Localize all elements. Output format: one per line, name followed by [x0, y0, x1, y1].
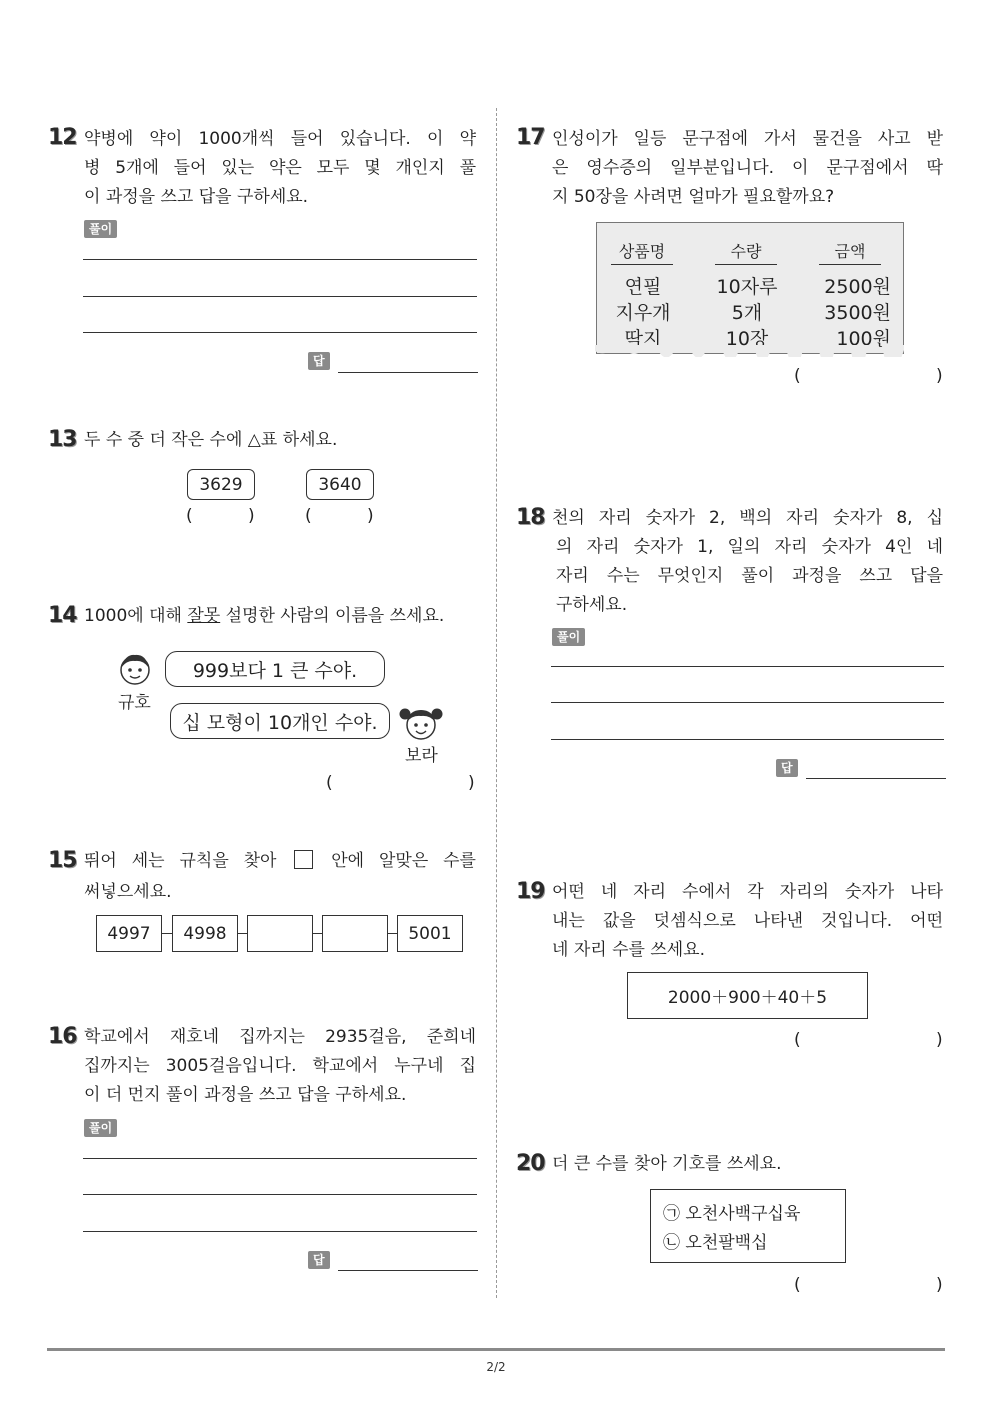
q12-text-line2: 병 5개에 들어 있는 약은 모두 몇 개인지 풀: [84, 158, 476, 178]
q15-sequence-box-3-blank[interactable]: [247, 915, 313, 952]
q20-option2-mark: ㉡: [663, 1233, 680, 1253]
q17-receipt-row1-item: 연필: [624, 276, 662, 298]
column-divider: [496, 108, 497, 1298]
q20-option1-mark: ㉠: [663, 1204, 680, 1224]
q12-answer-line[interactable]: [338, 372, 478, 373]
q14-number: 14: [48, 603, 77, 628]
q16-text: [84, 1023, 476, 1081]
q14-text-before: 1000에 대해: [84, 606, 188, 626]
boy-face-icon: [117, 650, 153, 686]
q15-text-after: 안에 알맞은 수를: [316, 851, 476, 871]
q13-number-a-box: 3629: [187, 469, 255, 500]
q16-answer-label: 답: [308, 1251, 330, 1269]
q17-receipt-row3-price: 100원: [836, 328, 891, 350]
q12-solution-line-2[interactable]: [83, 296, 477, 297]
q19-text-line3: 네 자리 수를 쓰세요.: [552, 940, 705, 960]
q17-text-line1: 인성이가 일등 문구점에 가서 물건을 사고 받: [552, 129, 943, 149]
q17-receipt-row3-qty: 10장: [725, 328, 769, 350]
q17-receipt-header-qty: 수량: [715, 239, 777, 265]
q18-solution-line-2[interactable]: [551, 702, 944, 703]
q17-receipt-row1-qty: 10자루: [716, 276, 778, 298]
q14-speaker1: 규호: [118, 693, 151, 713]
q15-sequence-box-5: 5001: [397, 915, 463, 952]
q17-receipt-row3-item: 딱지: [624, 328, 662, 350]
q18-answer-line[interactable]: [806, 778, 946, 779]
q17-receipt-header-item: 상품명: [611, 239, 673, 265]
q14-speech-bubble-2: 십 모형이 10개인 수야.: [170, 703, 390, 739]
q12-text: [84, 125, 476, 183]
q16-number: 16: [48, 1024, 77, 1049]
q12-text-line3: 이 과정을 쓰고 답을 구하세요.: [84, 187, 309, 207]
q18-text-line3: 자리 수는 무엇인지 풀이 과정을 쓰고 답을: [556, 566, 943, 586]
q15-text-line1: [84, 847, 476, 876]
q12-number: 12: [48, 125, 77, 150]
q13-paren-b-close[interactable]: ): [367, 506, 374, 526]
q19-text-line2: 내는 값을 덧셈식으로 나타낸 것입니다. 어떤: [552, 911, 943, 931]
q18-solution-line-1[interactable]: [551, 666, 944, 667]
q14-text-after: 설명한 사람의 이름을 쓰세요.: [220, 606, 445, 626]
q12-text-line1: 약병에 약이 1000개씩 들어 있습니다. 이 약: [84, 129, 476, 149]
q19-expression-box: 2000＋900＋40＋5: [627, 972, 868, 1019]
q14-speech-bubble-1: 999보다 1 큰 수야.: [165, 651, 385, 687]
page-number: 2/2: [486, 1360, 506, 1374]
q20-option2: [663, 1228, 768, 1253]
q15-sequence-box-4-blank[interactable]: [322, 915, 388, 952]
q17-text: [552, 125, 943, 183]
q20-option1: [663, 1199, 800, 1224]
q16-solution-line-3[interactable]: [83, 1231, 477, 1232]
q16-answer-line[interactable]: [338, 1270, 478, 1271]
q20-text: 더 큰 수를 찾아 기호를 쓰세요.: [552, 1154, 782, 1174]
girl-face-icon: [398, 702, 444, 742]
q20-number: 20: [516, 1151, 545, 1176]
q19-paren-open[interactable]: (: [794, 1030, 801, 1050]
q16-text-line3: 이 더 먼지 풀이 과정을 쓰고 답을 구하세요.: [84, 1085, 407, 1105]
q16-solution-line-1[interactable]: [83, 1158, 477, 1159]
q18-number: 18: [516, 505, 545, 530]
q17-text-line2: 은 영수증의 일부분입니다. 이 문구점에서 딱: [552, 158, 943, 178]
q20-options-box: [650, 1189, 846, 1263]
q18-text-line2: 의 자리 숫자가 1, 일의 자리 숫자가 4인 네: [556, 537, 943, 557]
q12-answer-label: 답: [308, 352, 330, 370]
q19-paren-close[interactable]: ): [936, 1030, 943, 1050]
q17-receipt-torn-edge: [595, 345, 904, 357]
q13-number: 13: [48, 427, 77, 452]
footer-bar: [47, 1348, 945, 1351]
q15-text-line2: 써넣으세요.: [84, 882, 172, 902]
q18-text-line1: 천의 자리 숫자가 2, 백의 자리 숫자가 8, 십: [552, 508, 943, 528]
q13-paren-b-open[interactable]: (: [305, 506, 312, 526]
q16-text-line2: 집까지는 3005걸음입니다. 학교에서 누구네 집: [84, 1056, 476, 1076]
q19-text: [552, 878, 943, 936]
q17-receipt-row1-price: 2500원: [824, 276, 891, 298]
q20-paren-open[interactable]: (: [794, 1275, 801, 1295]
q13-number-b-box: 3640: [306, 469, 374, 500]
q20-option2-text: 오천팔백십: [685, 1233, 768, 1253]
q14-text-underlined: 잘못: [187, 606, 221, 626]
q17-paren-open[interactable]: (: [794, 366, 801, 386]
q14-paren-close[interactable]: ): [468, 773, 475, 793]
q16-text-line1: 학교에서 재호네 집까지는 2935걸음, 준희네: [84, 1027, 476, 1047]
q15-sequence-box-1: 4997: [96, 915, 162, 952]
q19-text-line1: 어떤 네 자리 수에서 각 자리의 숫자가 나타: [552, 882, 943, 902]
q20-paren-close[interactable]: ): [936, 1275, 943, 1295]
q17-receipt-row2-item: 지우개: [615, 302, 671, 324]
q17-number: 17: [516, 125, 545, 150]
q12-solution-line-3[interactable]: [83, 332, 477, 333]
q18-solution-label: 풀이: [552, 628, 585, 646]
q17-receipt-header-price: 금액: [819, 239, 881, 265]
q15-sequence-box-2: 4998: [172, 915, 238, 952]
q14-paren-open[interactable]: (: [326, 773, 333, 793]
q18-answer-label: 답: [776, 759, 798, 777]
q15-number: 15: [48, 848, 77, 873]
q17-receipt-row2-price: 3500원: [824, 302, 891, 324]
q18-text: [552, 504, 943, 591]
q18-text-line4: 구하세요.: [556, 595, 628, 615]
q13-text: 두 수 중 더 작은 수에 △표 하세요.: [84, 430, 338, 450]
q17-receipt-row2-qty: 5개: [731, 302, 763, 324]
q17-receipt: [596, 222, 904, 354]
q15-text-before: 뛰어 세는 규칙을 찾아: [84, 851, 292, 871]
q14-speaker2: 보라: [405, 746, 438, 766]
q13-paren-a-close[interactable]: ): [248, 506, 255, 526]
q15-blank-square-icon: [294, 850, 313, 869]
q19-number: 19: [516, 879, 545, 904]
q17-text-line3: 지 50장을 사려면 얼마가 필요할까요?: [552, 187, 835, 207]
q20-option1-text: 오천사백구십육: [685, 1204, 801, 1224]
q17-paren-close[interactable]: ): [936, 366, 943, 386]
q14-text: [84, 602, 484, 631]
q12-solution-label: 풀이: [84, 220, 117, 238]
q18-solution-line-3[interactable]: [551, 739, 944, 740]
q16-solution-label: 풀이: [84, 1119, 117, 1137]
q13-paren-a-open[interactable]: (: [186, 506, 193, 526]
q12-solution-line-1[interactable]: [83, 259, 477, 260]
q16-solution-line-2[interactable]: [83, 1194, 477, 1195]
